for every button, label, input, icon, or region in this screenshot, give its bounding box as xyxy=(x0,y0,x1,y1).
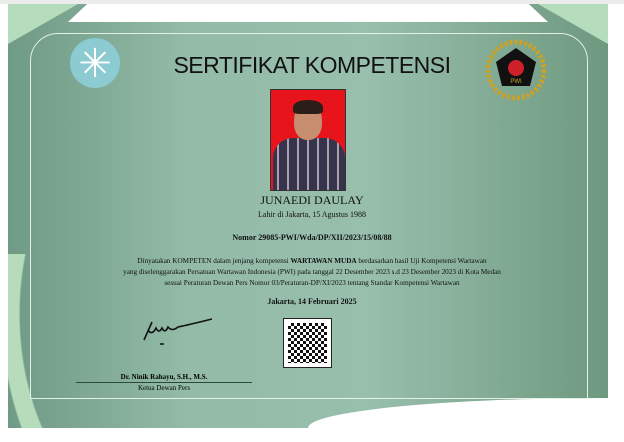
signature xyxy=(140,318,220,348)
statement-text: berdasarkan hasil Uji Kompetensi Wartawan xyxy=(356,257,487,265)
statement-text: Dinyatakan KOMPETEN dalam jenjang kompetensi xyxy=(137,257,291,265)
certificate-title: SERTIFIKAT KOMPETENSI xyxy=(173,52,451,78)
bottom-wave xyxy=(308,398,608,428)
qr-code xyxy=(283,318,332,368)
recipient-photo xyxy=(270,89,346,191)
competence-level: WARTAWAN MUDA xyxy=(290,257,357,265)
svg-text:PWI: PWI xyxy=(510,79,522,85)
statement xyxy=(0,256,624,289)
recipient-name: JUNAEDI DAULAY xyxy=(260,193,364,207)
statement-text: yang diselenggarakan Persatuan Wartawan Indonesia (PWI) pada tanggal 22 Desember 2023 s.d 23 Desember 2023 di Kota Medan xyxy=(123,268,501,276)
birth-info: Lahir di Jakarta, 15 Agustus 1988 xyxy=(258,210,366,219)
signer-role: Ketua Dewan Pers xyxy=(137,384,191,392)
certificate-number: Nomor 29085-PWI/Wda/DP/XII/2023/15/08/88 xyxy=(232,233,392,242)
dewan-pers-logo-icon: ✳ xyxy=(70,38,120,88)
place-date: Jakarta, 14 Februari 2025 xyxy=(267,297,357,306)
top-band xyxy=(68,4,548,22)
signer-name: Dr. Ninik Rahayu, S.H., M.S. xyxy=(76,373,252,383)
statement-text: sesuai Peraturan Dewan Pers Nomor 03/Peraturan-DP/XI/2023 tentang Standar Kompetensi Wartawan xyxy=(164,279,460,287)
